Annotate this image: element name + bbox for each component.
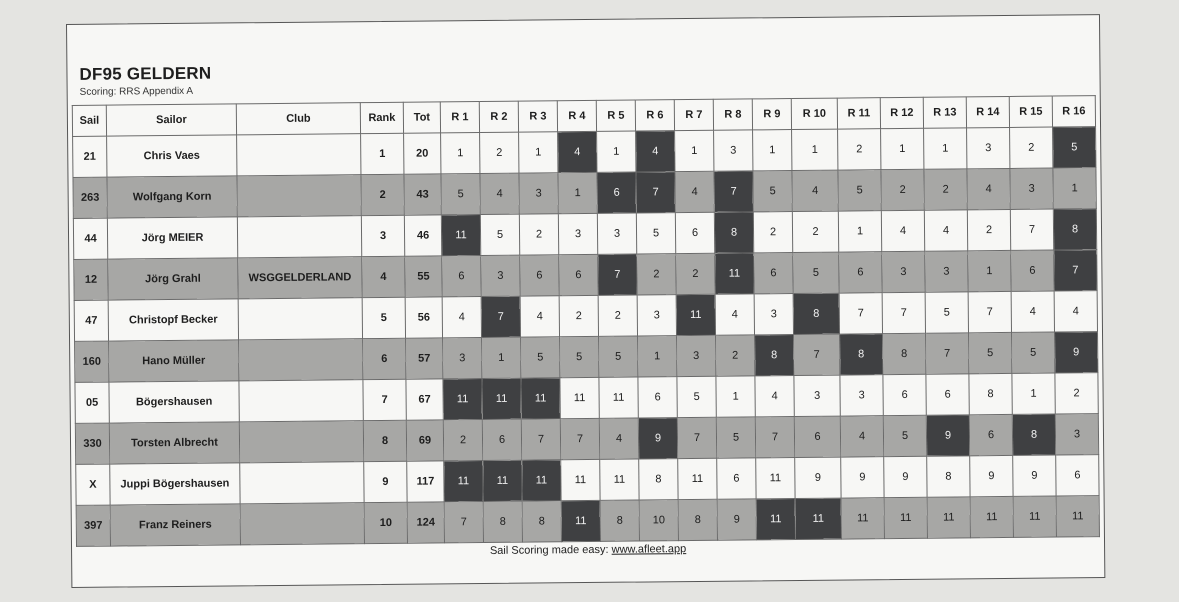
afleet-link[interactable]: www.afleet.app bbox=[611, 543, 687, 556]
race-score-cell: 6 bbox=[969, 414, 1012, 455]
race-score-cell: 3 bbox=[1010, 168, 1053, 209]
race-score-cell: 7 bbox=[794, 334, 840, 375]
rank-cell: 6 bbox=[363, 338, 406, 379]
race-score-cell: 1 bbox=[638, 336, 677, 377]
race-score-cell: 5 bbox=[1053, 127, 1096, 168]
race-score-cell: 7 bbox=[481, 296, 520, 337]
race-score-cell: 1 bbox=[519, 132, 558, 173]
col-race-7[interactable]: R 7 bbox=[674, 99, 713, 130]
col-race-13[interactable]: R 13 bbox=[923, 97, 966, 128]
race-score-cell: 7 bbox=[755, 417, 794, 458]
race-score-cell: 4 bbox=[599, 418, 638, 459]
race-score-cell: 6 bbox=[926, 374, 969, 415]
race-score-cell: 4 bbox=[792, 170, 838, 211]
race-score-cell: 7 bbox=[636, 172, 675, 213]
race-score-cell: 11 bbox=[560, 377, 599, 418]
total-cell: 20 bbox=[404, 133, 441, 174]
race-score-cell: 11 bbox=[715, 253, 754, 294]
race-score-cell: 11 bbox=[521, 378, 560, 419]
total-cell: 55 bbox=[405, 256, 442, 297]
race-score-cell: 11 bbox=[1056, 496, 1099, 537]
race-score-cell: 9 bbox=[926, 415, 969, 456]
race-score-cell: 6 bbox=[1011, 250, 1054, 291]
table-row bbox=[76, 496, 1099, 547]
col-race-5[interactable]: R 5 bbox=[596, 100, 635, 131]
race-score-cell: 5 bbox=[599, 336, 638, 377]
race-score-cell: 5 bbox=[521, 337, 560, 378]
sailor-cell: Jörg Grahl bbox=[108, 258, 238, 300]
race-score-cell: 3 bbox=[677, 335, 716, 376]
rank-cell: 8 bbox=[363, 420, 406, 461]
race-score-cell: 3 bbox=[714, 130, 753, 171]
sailor-cell: Jörg MEIER bbox=[107, 217, 237, 259]
race-score-cell: 7 bbox=[1010, 209, 1053, 250]
race-score-cell: 6 bbox=[839, 252, 882, 293]
race-score-cell: 3 bbox=[443, 338, 482, 379]
race-score-cell: 2 bbox=[480, 132, 519, 173]
col-race-6[interactable]: R 6 bbox=[635, 100, 674, 131]
race-score-cell: 2 bbox=[753, 212, 792, 253]
race-score-cell: 8 bbox=[483, 501, 522, 542]
total-cell: 43 bbox=[404, 174, 441, 215]
race-score-cell: 1 bbox=[968, 250, 1011, 291]
race-score-cell: 4 bbox=[520, 296, 559, 337]
race-score-cell: 8 bbox=[639, 459, 678, 500]
sail-cell: X bbox=[76, 464, 110, 505]
col-race-9[interactable]: R 9 bbox=[752, 99, 791, 130]
race-score-cell: 5 bbox=[441, 174, 480, 215]
results-body bbox=[73, 127, 1100, 547]
col-race-14[interactable]: R 14 bbox=[966, 96, 1009, 127]
race-score-cell: 8 bbox=[714, 212, 753, 253]
race-score-cell: 2 bbox=[676, 253, 715, 294]
race-score-cell: 11 bbox=[599, 377, 638, 418]
rank-cell: 9 bbox=[364, 461, 407, 502]
race-score-cell: 8 bbox=[793, 293, 839, 334]
race-score-cell: 3 bbox=[481, 255, 520, 296]
col-race-8[interactable]: R 8 bbox=[713, 99, 752, 130]
race-score-cell: 5 bbox=[925, 292, 968, 333]
race-score-cell: 6 bbox=[794, 416, 840, 457]
race-score-cell: 1 bbox=[675, 130, 714, 171]
race-score-cell: 11 bbox=[482, 378, 521, 419]
race-score-cell: 5 bbox=[1012, 332, 1055, 373]
race-score-cell: 11 bbox=[441, 215, 480, 256]
race-score-cell: 11 bbox=[970, 496, 1013, 537]
race-score-cell: 7 bbox=[677, 417, 716, 458]
race-score-cell: 6 bbox=[675, 212, 714, 253]
race-score-cell: 11 bbox=[483, 460, 522, 501]
race-score-cell: 2 bbox=[1010, 127, 1053, 168]
race-score-cell: 4 bbox=[442, 297, 481, 338]
col-rank[interactable]: Rank bbox=[360, 102, 403, 133]
sheet-header bbox=[79, 64, 211, 98]
race-score-cell: 1 bbox=[753, 130, 792, 171]
race-score-cell: 4 bbox=[480, 173, 519, 214]
col-race-12[interactable]: R 12 bbox=[880, 97, 923, 128]
race-score-cell: 4 bbox=[636, 131, 675, 172]
sailor-cell: Christopf Becker bbox=[108, 299, 238, 341]
race-score-cell: 2 bbox=[637, 254, 676, 295]
race-score-cell: 9 bbox=[970, 455, 1013, 496]
race-score-cell: 1 bbox=[881, 128, 924, 169]
col-race-2[interactable]: R 2 bbox=[479, 101, 518, 132]
race-score-cell: 9 bbox=[884, 456, 927, 497]
race-score-cell: 4 bbox=[755, 376, 794, 417]
race-score-cell: 8 bbox=[969, 373, 1012, 414]
race-score-cell: 11 bbox=[676, 294, 715, 335]
col-sail[interactable]: Sail bbox=[72, 105, 106, 136]
race-score-cell: 5 bbox=[969, 332, 1012, 373]
race-score-cell: 4 bbox=[675, 171, 714, 212]
race-score-cell: 11 bbox=[884, 497, 927, 538]
race-score-cell: 5 bbox=[753, 171, 792, 212]
race-score-cell: 6 bbox=[442, 256, 481, 297]
race-score-cell: 3 bbox=[1055, 414, 1098, 455]
race-score-cell: 7 bbox=[926, 333, 969, 374]
race-score-cell: 3 bbox=[754, 294, 793, 335]
sail-cell: 21 bbox=[73, 136, 107, 177]
race-score-cell: 8 bbox=[678, 499, 717, 540]
race-score-cell: 11 bbox=[1013, 496, 1056, 537]
club-cell bbox=[240, 462, 364, 504]
total-cell: 57 bbox=[406, 338, 443, 379]
club-cell bbox=[240, 503, 364, 545]
race-score-cell: 5 bbox=[636, 213, 675, 254]
col-race-15[interactable]: R 15 bbox=[1009, 96, 1052, 127]
race-score-cell: 3 bbox=[794, 375, 840, 416]
race-score-cell: 2 bbox=[838, 129, 881, 170]
race-score-cell: 6 bbox=[638, 377, 677, 418]
sail-cell: 263 bbox=[73, 177, 107, 218]
race-score-cell: 4 bbox=[558, 131, 597, 172]
race-score-cell: 3 bbox=[637, 295, 676, 336]
race-score-cell: 4 bbox=[1054, 291, 1097, 332]
race-score-cell: 6 bbox=[754, 253, 793, 294]
race-score-cell: 1 bbox=[558, 172, 597, 213]
race-score-cell: 6 bbox=[717, 458, 756, 499]
club-cell bbox=[238, 298, 362, 340]
club-cell bbox=[237, 134, 361, 176]
race-score-cell: 7 bbox=[560, 418, 599, 459]
rank-cell: 2 bbox=[361, 174, 404, 215]
race-score-cell: 2 bbox=[881, 169, 924, 210]
race-score-cell: 9 bbox=[795, 457, 841, 498]
race-score-cell: 6 bbox=[520, 255, 559, 296]
race-score-cell: 9 bbox=[1013, 455, 1056, 496]
race-score-cell: 9 bbox=[717, 499, 756, 540]
rank-cell: 4 bbox=[362, 256, 405, 297]
total-cell: 69 bbox=[406, 420, 443, 461]
race-score-cell: 1 bbox=[1012, 373, 1055, 414]
race-score-cell: 7 bbox=[521, 419, 560, 460]
race-score-cell: 1 bbox=[716, 376, 755, 417]
race-score-cell: 2 bbox=[559, 295, 598, 336]
race-score-cell: 1 bbox=[792, 129, 838, 170]
rank-cell: 1 bbox=[361, 133, 404, 174]
race-score-cell: 8 bbox=[927, 456, 970, 497]
race-score-cell: 6 bbox=[597, 172, 636, 213]
race-score-cell: 9 bbox=[841, 457, 884, 498]
race-score-cell: 8 bbox=[600, 500, 639, 541]
race-score-cell: 2 bbox=[792, 211, 838, 252]
club-cell bbox=[237, 216, 361, 258]
total-cell: 117 bbox=[407, 461, 444, 502]
race-score-cell: 7 bbox=[444, 502, 483, 543]
race-score-cell: 11 bbox=[678, 458, 717, 499]
club-cell bbox=[239, 339, 363, 381]
race-score-cell: 5 bbox=[560, 336, 599, 377]
rank-cell: 10 bbox=[364, 502, 407, 543]
race-score-cell: 10 bbox=[639, 500, 678, 541]
race-score-cell: 11 bbox=[444, 461, 483, 502]
race-score-cell: 7 bbox=[598, 254, 637, 295]
race-score-cell: 7 bbox=[882, 292, 925, 333]
race-score-cell: 5 bbox=[716, 417, 755, 458]
race-score-cell: 11 bbox=[756, 458, 795, 499]
col-race-10[interactable]: R 10 bbox=[791, 98, 837, 129]
race-score-cell: 2 bbox=[519, 214, 558, 255]
race-score-cell: 2 bbox=[1055, 373, 1098, 414]
race-score-cell: 7 bbox=[968, 291, 1011, 332]
results-sheet bbox=[66, 14, 1105, 588]
scoring-system: Scoring: RRS Appendix A bbox=[79, 85, 194, 98]
race-score-cell: 8 bbox=[1012, 414, 1055, 455]
sailor-cell: Franz Reiners bbox=[110, 504, 240, 546]
race-score-cell: 7 bbox=[839, 293, 882, 334]
race-score-cell: 5 bbox=[480, 214, 519, 255]
race-score-cell: 8 bbox=[522, 501, 561, 542]
sailor-cell: Juppi Bögershausen bbox=[110, 463, 240, 505]
race-score-cell: 8 bbox=[840, 334, 883, 375]
race-score-cell: 4 bbox=[1011, 291, 1054, 332]
col-race-11[interactable]: R 11 bbox=[837, 98, 880, 129]
sailor-cell: Bögershausen bbox=[109, 381, 239, 423]
race-score-cell: 2 bbox=[598, 295, 637, 336]
race-score-cell: 11 bbox=[795, 498, 841, 539]
race-score-cell: 3 bbox=[882, 251, 925, 292]
race-score-cell: 1 bbox=[1053, 168, 1096, 209]
race-score-cell: 3 bbox=[967, 127, 1010, 168]
race-score-cell: 11 bbox=[927, 497, 970, 538]
total-cell: 46 bbox=[404, 215, 441, 256]
club-cell bbox=[239, 421, 363, 463]
total-cell: 124 bbox=[407, 502, 444, 543]
race-score-cell: 8 bbox=[883, 333, 926, 374]
col-tot[interactable]: Tot bbox=[403, 102, 440, 133]
sailor-cell: Wolfgang Korn bbox=[107, 176, 237, 218]
race-score-cell: 11 bbox=[841, 498, 884, 539]
race-score-cell: 3 bbox=[558, 213, 597, 254]
race-score-cell: 4 bbox=[715, 294, 754, 335]
race-score-cell: 11 bbox=[600, 459, 639, 500]
total-cell: 56 bbox=[405, 297, 442, 338]
race-score-cell: 11 bbox=[561, 459, 600, 500]
race-score-cell: 2 bbox=[967, 209, 1010, 250]
race-score-cell: 7 bbox=[714, 171, 753, 212]
sail-cell: 05 bbox=[75, 382, 109, 423]
race-score-cell: 6 bbox=[482, 419, 521, 460]
rank-cell: 5 bbox=[362, 297, 405, 338]
club-cell bbox=[239, 380, 363, 422]
sailor-cell: Chris Vaes bbox=[107, 135, 237, 177]
race-score-cell: 7 bbox=[1054, 250, 1097, 291]
race-score-cell: 6 bbox=[883, 374, 926, 415]
sail-cell: 44 bbox=[73, 218, 107, 259]
race-score-cell: 9 bbox=[638, 418, 677, 459]
col-race-4[interactable]: R 4 bbox=[557, 100, 596, 131]
race-score-cell: 8 bbox=[1053, 209, 1096, 250]
sail-cell: 330 bbox=[75, 423, 109, 464]
club-cell: WSGGELDERLAND bbox=[238, 257, 362, 299]
race-score-cell: 4 bbox=[881, 210, 924, 251]
sail-cell: 160 bbox=[75, 341, 109, 382]
sailor-cell: Hano Müller bbox=[109, 340, 239, 382]
total-cell: 67 bbox=[406, 379, 443, 420]
race-score-cell: 6 bbox=[1056, 455, 1099, 496]
race-score-cell: 2 bbox=[443, 420, 482, 461]
race-score-cell: 1 bbox=[441, 133, 480, 174]
race-score-cell: 11 bbox=[561, 500, 600, 541]
race-score-cell: 3 bbox=[840, 375, 883, 416]
col-race-1[interactable]: R 1 bbox=[440, 102, 479, 133]
race-score-cell: 6 bbox=[559, 254, 598, 295]
rank-cell: 7 bbox=[363, 379, 406, 420]
race-score-cell: 11 bbox=[522, 460, 561, 501]
race-score-cell: 1 bbox=[838, 211, 881, 252]
club-cell bbox=[237, 175, 361, 217]
sail-cell: 12 bbox=[74, 259, 108, 300]
race-score-cell: 3 bbox=[519, 173, 558, 214]
event-title: DF95 GELDERN bbox=[79, 63, 212, 84]
race-score-cell: 2 bbox=[924, 169, 967, 210]
col-race-16[interactable]: R 16 bbox=[1052, 96, 1095, 127]
sail-cell: 47 bbox=[74, 300, 108, 341]
col-race-3[interactable]: R 3 bbox=[518, 101, 557, 132]
race-score-cell: 4 bbox=[967, 168, 1010, 209]
col-sailor[interactable]: Sailor bbox=[106, 104, 236, 136]
race-score-cell: 5 bbox=[677, 376, 716, 417]
race-score-cell: 2 bbox=[716, 335, 755, 376]
race-score-cell: 4 bbox=[924, 210, 967, 251]
race-score-cell: 8 bbox=[755, 335, 794, 376]
sail-cell: 397 bbox=[76, 505, 110, 546]
race-score-cell: 5 bbox=[883, 415, 926, 456]
race-score-cell: 5 bbox=[838, 170, 881, 211]
race-score-cell: 3 bbox=[597, 213, 636, 254]
race-score-cell: 1 bbox=[482, 337, 521, 378]
results-table bbox=[72, 95, 1100, 547]
rank-cell: 3 bbox=[361, 215, 404, 256]
race-score-cell: 5 bbox=[793, 252, 839, 293]
sailor-cell: Torsten Albrecht bbox=[109, 422, 239, 464]
race-score-cell: 3 bbox=[925, 251, 968, 292]
race-score-cell: 11 bbox=[443, 379, 482, 420]
race-score-cell: 9 bbox=[1055, 332, 1098, 373]
col-club[interactable]: Club bbox=[236, 103, 360, 135]
footer-text: Sail Scoring made easy: bbox=[489, 543, 612, 557]
race-score-cell: 4 bbox=[840, 416, 883, 457]
race-score-cell: 1 bbox=[597, 131, 636, 172]
race-score-cell: 1 bbox=[924, 128, 967, 169]
race-score-cell: 11 bbox=[756, 499, 795, 540]
